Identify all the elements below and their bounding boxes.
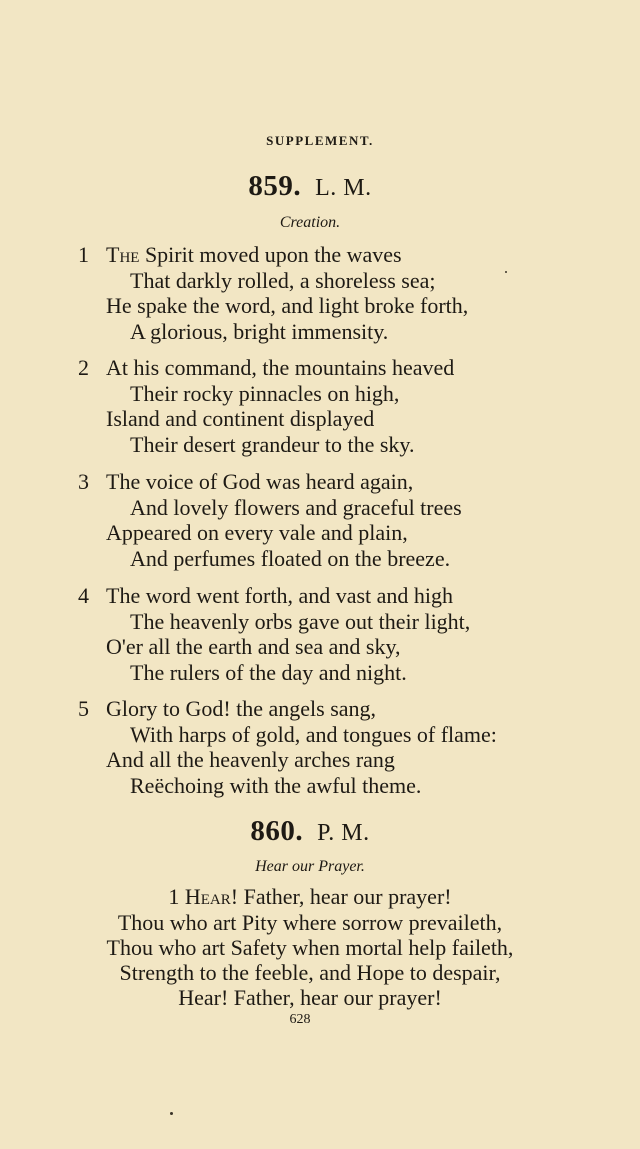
stanza-number: 1	[168, 884, 180, 909]
running-head: SUPPLEMENT.	[266, 133, 374, 148]
paper-speck	[170, 1112, 173, 1115]
line-text: The voice of God was heard again,	[106, 469, 414, 494]
stanza-line: The heavenly orbs gave out their light,	[130, 608, 471, 634]
stanza-line: That darkly rolled, a shoreless sea;	[130, 267, 436, 293]
line-text: Spirit moved upon the waves	[139, 242, 402, 267]
stanza-number: 5	[78, 696, 89, 721]
hymn-859-subtitle: Creation.	[279, 214, 341, 231]
page-number: 628	[289, 1012, 311, 1027]
stanza-number: 1	[78, 242, 89, 267]
stanza-line	[78, 355, 638, 381]
hymn-860-line-2: Thou who art Pity where sorrow prevaileth,	[117, 910, 503, 935]
drop-word: Hear	[184, 884, 231, 909]
stanza-line: And all the heavenly arches rang	[106, 747, 395, 772]
hymn-860-line-5: Hear! Father, hear our prayer!	[178, 985, 442, 1010]
line-text: ! Father, hear our prayer!	[230, 884, 452, 909]
hymn-860-line-1	[0, 884, 620, 910]
stanza-line: Appeared on every vale and plain,	[106, 520, 408, 545]
stanza-line	[78, 696, 638, 722]
stanza-number: 4	[78, 583, 89, 608]
stanza-5	[78, 696, 638, 798]
line-text: At his command, the mountains heaved	[106, 355, 455, 380]
hymn-860-heading	[0, 815, 620, 848]
stanza-number: 2	[78, 355, 89, 380]
stanza-number: 3	[78, 469, 89, 494]
hymn-859-heading	[0, 170, 620, 203]
stanza-3	[78, 469, 638, 571]
stanza-line: And lovely flowers and graceful trees	[130, 494, 462, 520]
hymn-860-line-4: Strength to the feeble, and Hope to despair,	[119, 960, 501, 985]
stanza-line: He spake the word, and light broke forth,	[106, 293, 469, 318]
stanza-line: A glorious, bright immensity.	[130, 318, 389, 344]
stanza-line	[78, 242, 638, 268]
stanza-line	[78, 469, 638, 495]
stanza-line	[78, 583, 638, 609]
line-text: Glory to God! the angels sang,	[106, 696, 377, 721]
line-text: The word went forth, and vast and high	[106, 583, 454, 608]
stanza-line: And perfumes floated on the breeze.	[130, 545, 451, 571]
paper-speck	[505, 271, 507, 273]
stanza-2	[78, 355, 638, 457]
stanza-line: With harps of gold, and tongues of flame:	[130, 721, 497, 747]
stanza-line: The rulers of the day and night.	[130, 659, 407, 685]
hymn-859-number: 859.	[248, 170, 302, 202]
stanza-line: Their desert grandeur to the sky.	[130, 431, 415, 457]
hymn-860-line-3: Thou who art Safety when mortal help faileth,	[106, 935, 514, 960]
hymn-860-number: 860.	[250, 815, 304, 847]
stanza-line: O'er all the earth and sea and sky,	[106, 634, 401, 659]
stanza-line: Island and continent displayed	[106, 406, 375, 431]
stanza-line: Their rocky pinnacles on high,	[130, 380, 400, 406]
hymn-860-subtitle: Hear our Prayer.	[255, 858, 365, 875]
hymn-860-meter: P. M.	[317, 820, 370, 846]
drop-word: The	[106, 242, 140, 267]
stanza-line: Reëchoing with the awful theme.	[130, 772, 422, 798]
stanza-1	[78, 242, 638, 344]
hymn-859-meter: L. M.	[315, 175, 372, 201]
stanza-4	[78, 583, 638, 685]
